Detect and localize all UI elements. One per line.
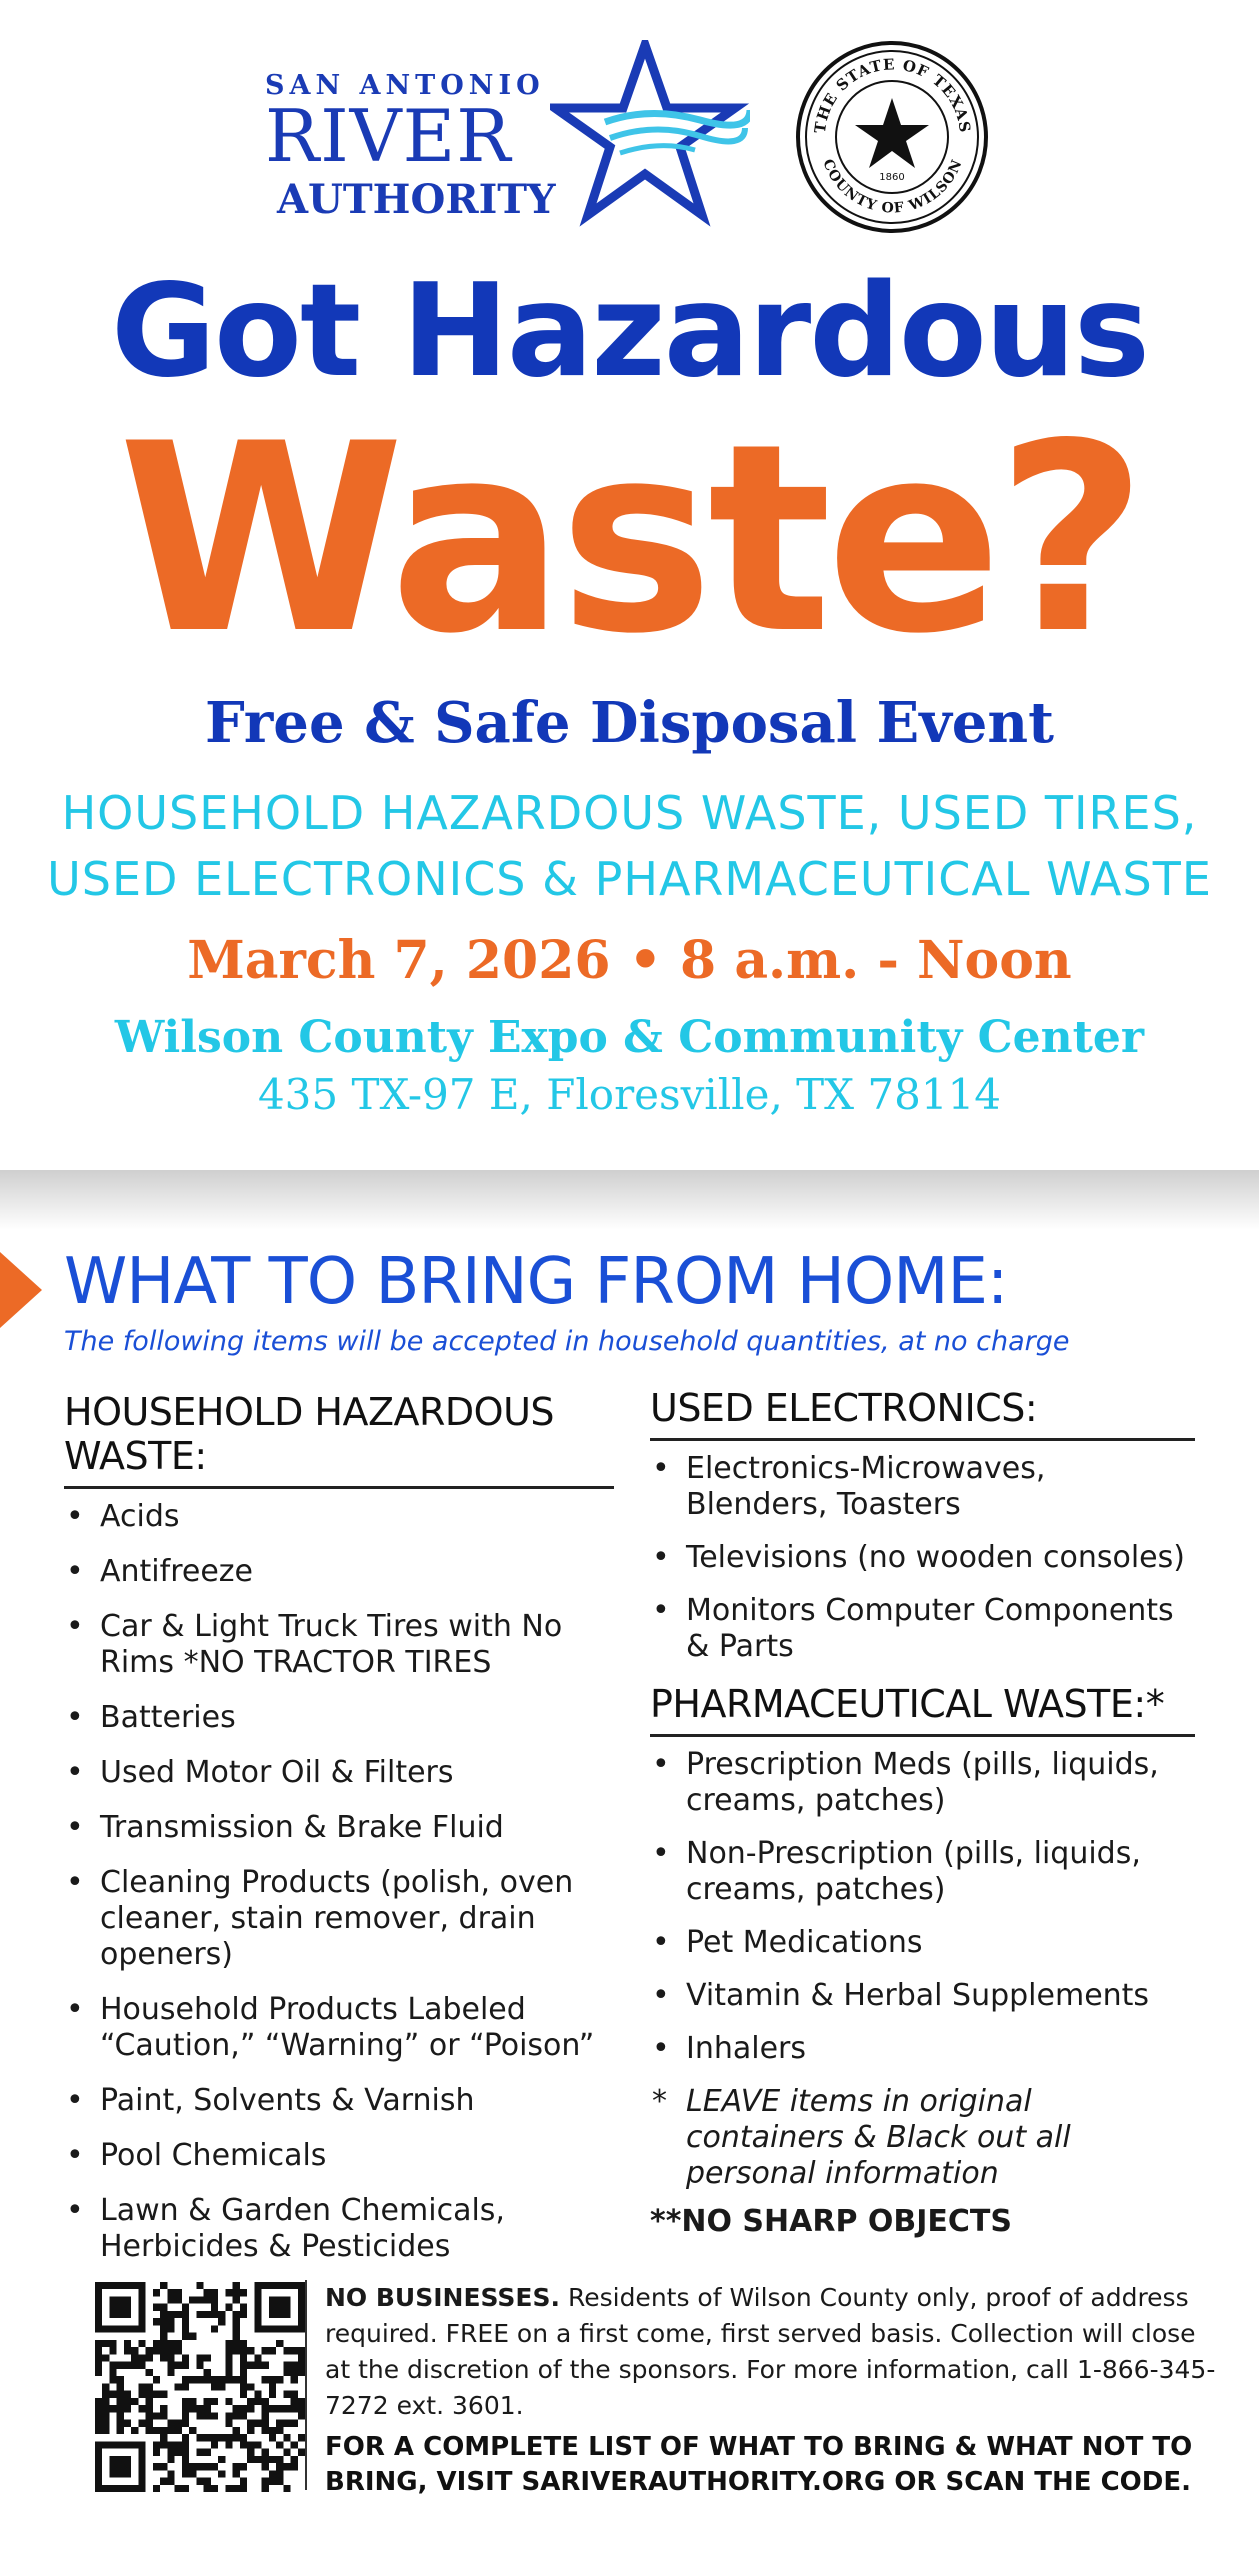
list-item: • Used Motor Oil & Filters <box>64 1755 614 1791</box>
event-address: 435 TX-97 E, Floresville, TX 78114 <box>257 1070 1002 1119</box>
electronics-list <box>650 1451 1195 1665</box>
footer-body: Residents of Wilson County only, proof of address required. FREE on a first come, first served basis. Collection will close at the discretion of the sponsors. For more information, call 1-866-345-7272 ext. 3601. <box>325 2283 1216 2420</box>
pharma-note: * LEAVE items in original containers & Black out all personal information <box>650 2084 1195 2192</box>
logo-small-text: SAN ANTONIO <box>265 70 545 101</box>
pharma-heading: PHARMACEUTICAL WASTE:* <box>650 1682 1165 1726</box>
headline-line1: Got Hazardous <box>110 257 1149 406</box>
seal-bottom-text: COUNTY OF WILSON <box>819 156 966 217</box>
pharma-rule <box>650 1734 1195 1737</box>
list-item: • Pool Chemicals <box>64 2138 614 2174</box>
household-rule <box>64 1486 614 1489</box>
waste-categories <box>0 780 1259 912</box>
event-date-time: March 7, 2026 • 8 a.m. - Noon <box>187 930 1072 991</box>
electronics-rule <box>650 1438 1195 1441</box>
list-item: • Transmission & Brake Fluid <box>64 1810 614 1846</box>
categories-line1: HOUSEHOLD HAZARDOUS WASTE, USED TIRES, <box>61 786 1198 840</box>
categories-line2: USED ELECTRONICS & PHARMACEUTICAL WASTE <box>47 852 1212 906</box>
seal-top-text: THE STATE OF TEXAS <box>810 55 975 135</box>
list-item: • Non-Prescription (pills, liquids, creams, patches) <box>650 1836 1195 1908</box>
list-item: • Vitamin & Herbal Supplements <box>650 1978 1195 2014</box>
no-sharp-objects-note: **NO SHARP OBJECTS <box>650 2204 1013 2239</box>
list-item: • Pet Medications <box>650 1925 1195 1961</box>
list-item: • Acids <box>64 1499 614 1535</box>
list-item: • Prescription Meds (pills, liquids, creams, patches) <box>650 1747 1195 1819</box>
household-heading: HOUSEHOLD HAZARDOUS WASTE: <box>64 1390 555 1478</box>
list-item: • Antifreeze <box>64 1554 614 1590</box>
logo-authority-text: AUTHORITY <box>277 176 556 223</box>
seal-year: 1860 <box>879 172 905 183</box>
river-authority-logo <box>265 40 755 230</box>
list-item: • Batteries <box>64 1700 614 1736</box>
list-item: • Monitors Computer Components & Parts <box>650 1593 1195 1665</box>
list-item: • Electronics-Microwaves, Blenders, Toasters <box>650 1451 1195 1523</box>
headline-line2: Waste? <box>117 389 1142 691</box>
pharma-list <box>650 1747 1195 2067</box>
list-item: • Household Products Labeled “Caution,” “Warning” or “Poison” <box>64 1992 614 2064</box>
logo-big-text: RIVER <box>265 94 512 178</box>
star-wave-icon <box>550 40 750 230</box>
right-column <box>650 1386 1195 2239</box>
household-column <box>64 1390 614 2284</box>
event-subtitle: Free & Safe Disposal Event <box>205 690 1054 756</box>
footer-bold-lead: NO BUSINESSES. <box>325 2283 561 2312</box>
footer-cta: FOR A COMPLETE LIST OF WHAT TO BRING & WHAT NOT TO BRING, VISIT SARIVERAUTHORITY.ORG OR SCAN THE CODE. <box>325 2432 1193 2497</box>
list-item: • Televisions (no wooden consoles) <box>650 1540 1195 1576</box>
list-item: • Lawn & Garden Chemicals, Herbicides & Pesticides <box>64 2193 614 2265</box>
section-divider <box>0 1170 1259 1230</box>
qr-code-icon[interactable] <box>95 2282 305 2492</box>
household-list <box>64 1499 614 2265</box>
county-seal-icon <box>795 40 990 235</box>
list-item: • Paint, Solvents & Varnish <box>64 2083 614 2119</box>
footer-info <box>325 2280 1225 2424</box>
event-venue: Wilson County Expo & Community Center <box>114 1012 1145 1063</box>
list-item: • Inhalers <box>650 2031 1195 2067</box>
electronics-heading: USED ELECTRONICS: <box>650 1386 1038 1430</box>
list-item: • Cleaning Products (polish, oven cleaner, stain remover, drain openers) <box>64 1865 614 1973</box>
bring-heading: WHAT TO BRING FROM HOME: <box>64 1245 1008 1319</box>
list-item: • Car & Light Truck Tires with No Rims *NO TRACTOR TIRES <box>64 1609 614 1681</box>
bring-subheading: The following items will be accepted in household quantities, at no charge <box>64 1326 1070 1357</box>
footer-divider <box>305 2280 307 2490</box>
arrow-marker-icon <box>0 1252 42 1328</box>
